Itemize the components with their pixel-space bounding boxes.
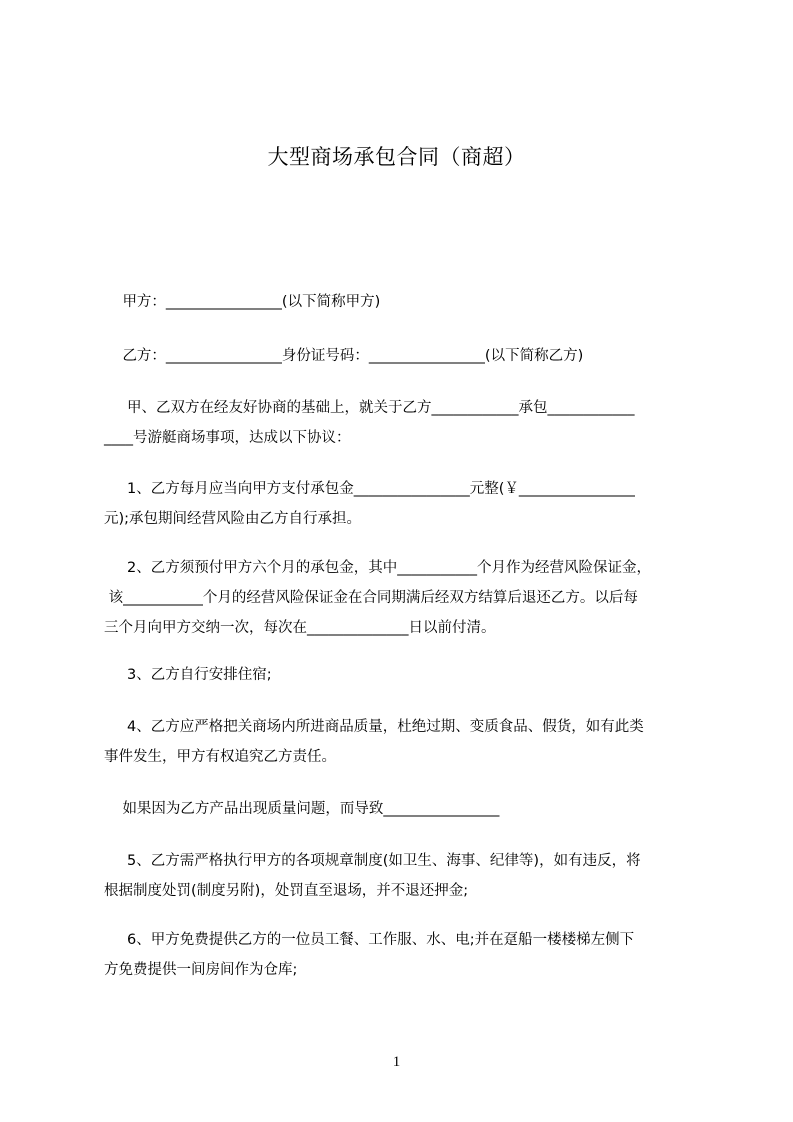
party-a-line: 甲方：________________(以下简称甲方)	[104, 294, 381, 310]
party-b-line: 乙方：________________身份证号码：________________(以下简称乙方)	[104, 348, 584, 364]
page-number: 1	[392, 1054, 401, 1070]
clause-5: 5、乙方需严格执行甲方的各项规章制度(如卫生、海事、纪律等)，如有违反，将 根据制度处罚(制度另附)，处罚直至退场，并不退还押金;	[104, 853, 641, 899]
clause-3: 3、乙方自行安排住宿;	[104, 667, 272, 683]
preamble-paragraph: 甲、乙双方在经友好协商的基础上，就关于乙方____________承包____________ ____号游艇商场事项，达成以下协议：	[104, 400, 635, 446]
clause-1: 1、乙方每月应当向甲方支付承包金________________元整(￥________________ 元);承包期间经营风险由乙方自行承担。	[104, 481, 635, 527]
clause-4: 4、乙方应严格把关商场内所进商品质量，杜绝过期、变质食品、假货，如有此类 事件发生，甲方有权追究乙方责任。	[104, 719, 644, 765]
quality-issue-line: 如果因为乙方产品出现质量问题，而导致________________	[104, 801, 500, 817]
document-title: 大型商场承包合同（商超）	[267, 145, 526, 169]
clause-2: 2、乙方须预付甲方六个月的承包金，其中___________个月作为经营风险保证金， 该___________个月的经营风险保证金在合同期满后经双方结算后退还乙方。以后每 三个月向甲方交纳一次，每次在______________日以前付清。	[104, 560, 652, 636]
clause-6: 6、甲方免费提供乙方的一位员工餐、工作服、水、电;并在趸船一楼楼梯左侧下 方免费提供一间房间作为仓库;	[104, 932, 635, 978]
